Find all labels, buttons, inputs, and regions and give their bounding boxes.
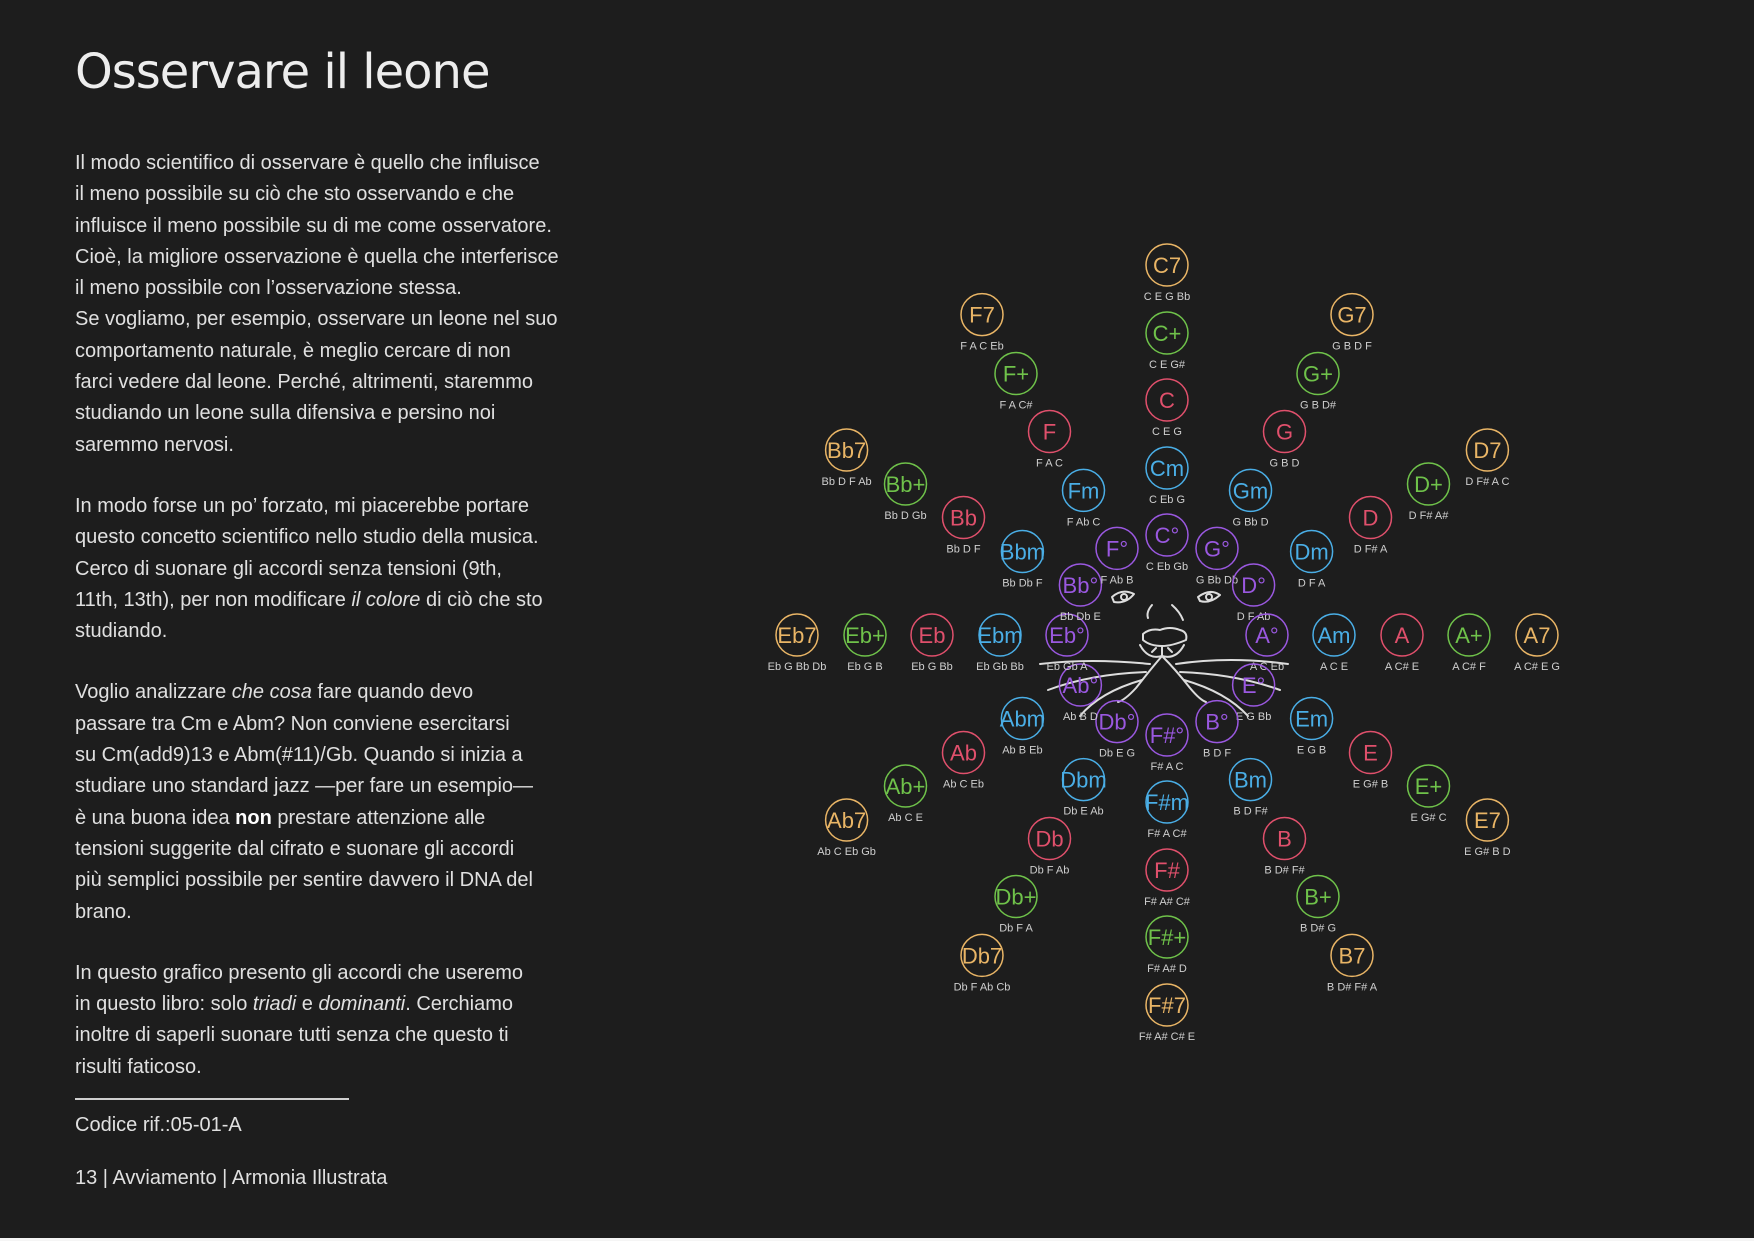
chord-notes: F Ab C	[1066, 516, 1101, 529]
text-segment: questo concetto scientifico nello studio della musica.	[75, 526, 539, 549]
chord-node	[1464, 799, 1511, 858]
chord-notes: D F Ab	[1236, 611, 1271, 623]
chord-node	[1146, 447, 1188, 506]
chord-name: Gm	[1232, 478, 1269, 504]
chord-name: G+	[1303, 361, 1333, 387]
chord-node	[1096, 527, 1138, 586]
chord-name: Dbm	[1060, 767, 1107, 793]
text-segment: In modo forse un po’ forzato, mi piacerebbe portare	[75, 494, 529, 517]
chord-notes: A C Eb	[1249, 661, 1285, 673]
text-segment: di ciò che sto	[420, 588, 543, 611]
chord-name: E°	[1241, 673, 1266, 698]
chord-notes: Ab B Eb	[1002, 744, 1043, 757]
text-segment: più semplici possibile per sentire davvero il DNA del	[75, 869, 533, 892]
chord-name: G7	[1337, 302, 1367, 328]
chord-notes: A C# F	[1452, 661, 1486, 673]
chord-notes: F A C#	[999, 399, 1033, 412]
chord-notes: D F# A#	[1408, 510, 1449, 522]
chord-notes: Eb G B	[847, 661, 883, 673]
chord-node	[817, 799, 876, 858]
text-segment: inoltre di saperli suonare tutti senza che questo ti	[75, 1024, 509, 1047]
chord-name: F°	[1105, 536, 1129, 562]
chord-node	[943, 732, 985, 791]
text-segment: studiare uno standard jazz —per fare un esempio—	[75, 775, 534, 798]
chord-name: A°	[1255, 623, 1279, 648]
chord-notes: Db F Ab Cb	[953, 981, 1011, 994]
chord-node	[1146, 514, 1188, 573]
chord-node	[911, 614, 953, 673]
chord-name: E7	[1473, 808, 1501, 833]
chord-notes: F A C Eb	[960, 340, 1004, 353]
text-segment: non	[235, 806, 272, 829]
page-title: Osservare il leone	[75, 44, 490, 100]
chord-node	[1063, 469, 1105, 528]
text-segment: risulti faticoso.	[75, 1055, 202, 1078]
text-segment: comportamento naturale, è meglio cercare di non	[75, 339, 511, 362]
chord-notes: Bb D F	[946, 543, 981, 556]
text-segment: Se vogliamo, per esempio, osservare un leone nel suo	[75, 308, 558, 331]
chord-notes: F# A# C#	[1144, 896, 1190, 908]
chord-node	[1000, 531, 1045, 590]
chord-name: B°	[1205, 709, 1229, 735]
chord-node	[1381, 614, 1423, 673]
chord-node	[995, 876, 1037, 935]
chord-notes: Ab C Eb	[943, 778, 984, 791]
chord-name: D°	[1241, 573, 1266, 598]
chord-notes: Bb Db E	[1059, 611, 1101, 623]
chord-notes: Db E Ab	[1063, 805, 1104, 818]
chord-node	[1327, 934, 1378, 993]
chord-name: Eb+	[845, 623, 885, 648]
chord-name: Abm	[999, 706, 1046, 732]
chord-name: Am	[1317, 623, 1351, 648]
chord-name: F#m	[1145, 790, 1189, 815]
chord-node	[1146, 714, 1188, 773]
page-footer: 13 | Avviamento | Armonia Illustrata	[75, 1167, 388, 1189]
chord-node	[1029, 818, 1071, 877]
chord-notes: B D# F# A	[1326, 981, 1378, 994]
chord-notes: G B D F	[1332, 340, 1372, 353]
chord-name: F+	[1002, 361, 1030, 387]
chord-notes: A C# E G	[1514, 661, 1560, 673]
chord-name: B+	[1304, 884, 1332, 910]
chord-node	[1059, 564, 1101, 623]
chord-notes: E G Bb	[1235, 711, 1272, 723]
text-segment: influisce il meno possibile su di me come osservatore.	[75, 214, 552, 237]
chord-name: F#	[1154, 858, 1180, 883]
chord-notes: E G# B	[1352, 778, 1389, 791]
chord-node	[1029, 411, 1071, 470]
chord-name: Eb°	[1049, 623, 1085, 648]
chord-notes: C Eb Gb	[1145, 561, 1189, 573]
chord-notes: Ab B D	[1062, 711, 1098, 723]
chord-node	[995, 353, 1037, 412]
chord-node	[1196, 527, 1238, 586]
chord-node	[1331, 294, 1373, 353]
chord-name: Bbm	[999, 539, 1046, 565]
chord-node	[960, 294, 1003, 353]
chord-name: Bb+	[885, 472, 926, 497]
text-segment: Il modo scientifico di osservare è quello che influisce	[75, 152, 540, 174]
chord-notes: F A C	[1036, 457, 1063, 470]
chord-notes: F# A# C# E	[1138, 1031, 1196, 1043]
chord-notes: Eb G Bb Db	[767, 661, 827, 673]
chord-name: Ab°	[1062, 673, 1099, 698]
chord-node	[1408, 765, 1450, 824]
text-segment: Cerco di suonare gli accordi senza tensioni (9th,	[75, 557, 502, 580]
chord-notes: C Eb G	[1148, 494, 1186, 506]
chord-notes: Db F Ab	[1029, 864, 1070, 877]
chord-name: Bb	[950, 505, 977, 531]
chord-name: B	[1277, 826, 1292, 852]
chord-node	[943, 497, 985, 556]
text-segment: in questo libro: solo	[75, 993, 253, 1016]
chord-node	[1465, 429, 1509, 488]
chord-notes: D F# A C	[1465, 476, 1510, 488]
chord-node	[954, 934, 1011, 993]
chord-name: Fm	[1067, 478, 1100, 504]
chord-notes: D F# A	[1353, 543, 1388, 556]
chord-name: F#+	[1147, 925, 1187, 950]
chord-notes: G Bb Db	[1195, 574, 1239, 587]
chord-notes: F Ab B	[1100, 574, 1134, 587]
chord-name: Em	[1295, 706, 1329, 732]
text-segment: saremmo nervosi.	[75, 433, 234, 456]
chord-notes: A C E	[1319, 661, 1349, 673]
chord-node	[1297, 876, 1339, 935]
text-segment: Cioè, la migliore osservazione è quella che interferisce	[75, 245, 559, 268]
text-segment: che cosa	[231, 681, 312, 704]
chord-node	[1196, 701, 1238, 760]
reference-code: Codice rif.:05-01-A	[75, 1114, 242, 1136]
chord-node	[1096, 701, 1138, 760]
chord-name: B7	[1338, 943, 1366, 969]
text-segment: 11th, 13th), per non modificare	[75, 588, 352, 611]
chord-node	[976, 614, 1024, 673]
chord-notes: D F A	[1297, 577, 1326, 590]
chord-node	[1144, 244, 1190, 303]
chord-notes: Ab C Eb Gb	[817, 846, 876, 858]
chord-name: Db°	[1098, 709, 1136, 735]
text-segment: su Cm(add9)13 e Abm(#11)/Gb. Quando si inizia a	[75, 744, 523, 767]
text-segment: triadi	[252, 993, 297, 1016]
chord-name: F	[1042, 419, 1057, 445]
chord-node	[1264, 818, 1306, 877]
chord-name: F7	[969, 302, 995, 328]
text-segment: il colore	[351, 588, 421, 611]
chord-name: Bm	[1234, 767, 1267, 793]
chord-notes: B D# G	[1299, 922, 1337, 935]
chord-notes: B D F	[1202, 747, 1232, 760]
chord-name: G°	[1204, 536, 1230, 562]
chord-name: D+	[1414, 472, 1443, 497]
chord-node	[1230, 759, 1272, 818]
chord-notes: C E G#	[1148, 359, 1186, 371]
chord-node	[885, 765, 927, 824]
text-segment: In questo grafico presento gli accordi che useremo	[75, 961, 524, 984]
chord-notes: Db E G	[1098, 747, 1136, 760]
chord-notes: Bb D Gb	[884, 510, 927, 522]
chord-notes: Ab C E	[888, 812, 923, 824]
chord-name: Dm	[1294, 539, 1329, 565]
chord-node	[1060, 759, 1106, 818]
text-segment: il meno possibile con l’osservazione stessa.	[75, 277, 462, 300]
chord-name: C	[1159, 388, 1175, 413]
chord-name: D7	[1473, 438, 1502, 463]
chord-name: C7	[1152, 253, 1182, 278]
chord-name: Bb7	[827, 438, 867, 463]
chord-notes: Eb G Bb	[911, 661, 953, 673]
chord-notes: Db F A	[999, 922, 1033, 935]
chord-notes: Eb Gb A	[1046, 661, 1088, 673]
chord-name: Eb7	[777, 623, 817, 648]
chord-node	[1146, 916, 1188, 975]
chord-name: Ebm	[977, 623, 1023, 648]
chord-notes: Bb Db F	[1002, 577, 1043, 590]
chord-name: Cm	[1149, 456, 1185, 481]
text-segment: tensioni suggerite dal cifrato e suonare gli accordi	[75, 837, 515, 860]
chord-name: Db+	[995, 884, 1037, 910]
text-segment: è una buona idea	[75, 806, 236, 829]
text-segment: farci vedere dal leone. Perché, altrimenti, staremmo	[75, 371, 533, 394]
chord-name: C°	[1154, 523, 1180, 548]
chord-name: Db7	[961, 943, 1003, 969]
text-segment: il meno possibile su ciò che sto osservando e che	[75, 183, 515, 206]
text-segment: . Cerchiamo	[405, 993, 514, 1016]
chord-notes: B D F#	[1233, 805, 1268, 818]
text-segment: passare tra Cm e Abm? Non conviene esercitarsi	[75, 712, 510, 735]
chord-name: A+	[1455, 623, 1483, 648]
chord-node	[1146, 312, 1188, 371]
text-segment: Voglio analizzare	[75, 681, 232, 704]
chord-notes: Eb Gb Bb	[976, 661, 1024, 673]
chord-node	[884, 463, 926, 522]
chord-node	[1291, 698, 1333, 757]
text-segment: dominanti	[318, 993, 406, 1016]
text-segment: e	[296, 993, 319, 1016]
chord-name: Bb°	[1062, 573, 1099, 598]
chord-notes: A C# E	[1384, 661, 1420, 673]
text-segment: studiando.	[75, 620, 168, 643]
chord-node	[1146, 379, 1188, 438]
chord-node	[1144, 849, 1191, 908]
chord-node	[844, 614, 886, 673]
chord-notes: F# A C#	[1147, 828, 1187, 840]
chord-notes: F# A# D	[1147, 963, 1187, 975]
chord-node	[1139, 984, 1195, 1043]
chord-name: Ab7	[827, 808, 867, 833]
chord-name: Ab+	[885, 774, 926, 799]
chord-node	[1000, 698, 1045, 757]
chord-name: Eb	[918, 623, 946, 648]
text-segment: prestare attenzione alle	[271, 806, 486, 829]
chord-node	[1264, 411, 1306, 470]
chord-node	[1350, 497, 1392, 556]
chord-notes: G Bb D	[1232, 516, 1269, 529]
chord-name: F#7	[1148, 993, 1186, 1018]
text-segment: brano.	[75, 900, 132, 923]
chord-notes: G B D	[1269, 457, 1300, 470]
chord-notes: C E G	[1152, 426, 1182, 438]
chord-node	[1448, 614, 1490, 673]
chord-name: A7	[1523, 623, 1551, 648]
chord-node	[1313, 614, 1355, 673]
chord-node	[1145, 781, 1189, 840]
chord-name: Db	[1035, 826, 1064, 852]
chord-node	[1230, 469, 1272, 528]
text-segment: studiando un leone sulla difensiva e persino noi	[75, 402, 496, 425]
chord-notes: B D# F#	[1264, 864, 1305, 877]
chord-name: D	[1362, 505, 1379, 531]
chord-name: G	[1275, 419, 1294, 445]
chord-node	[822, 429, 872, 488]
chord-name: F#°	[1149, 723, 1185, 748]
chord-notes: Bb D F Ab	[821, 476, 872, 488]
chord-node	[1297, 353, 1339, 412]
chord-notes: E G# C	[1410, 812, 1447, 824]
chord-node	[1408, 463, 1450, 522]
chord-name: A	[1394, 623, 1410, 648]
chord-name: E+	[1414, 774, 1443, 799]
chord-name: Ab	[950, 740, 977, 766]
text-segment: fare quando devo	[311, 681, 474, 704]
chord-node	[1350, 732, 1392, 791]
chord-notes: E G# B D	[1464, 846, 1511, 858]
chord-node	[1291, 531, 1333, 590]
chord-notes: F# A C	[1150, 761, 1184, 773]
chord-notes: G B D#	[1299, 399, 1337, 412]
chord-node	[768, 614, 827, 673]
chord-node	[1514, 614, 1560, 673]
chord-notes: E G B	[1296, 744, 1327, 757]
chord-name: C+	[1152, 321, 1182, 346]
chord-notes: C E G Bb	[1143, 291, 1191, 303]
chord-name: E	[1363, 740, 1378, 766]
